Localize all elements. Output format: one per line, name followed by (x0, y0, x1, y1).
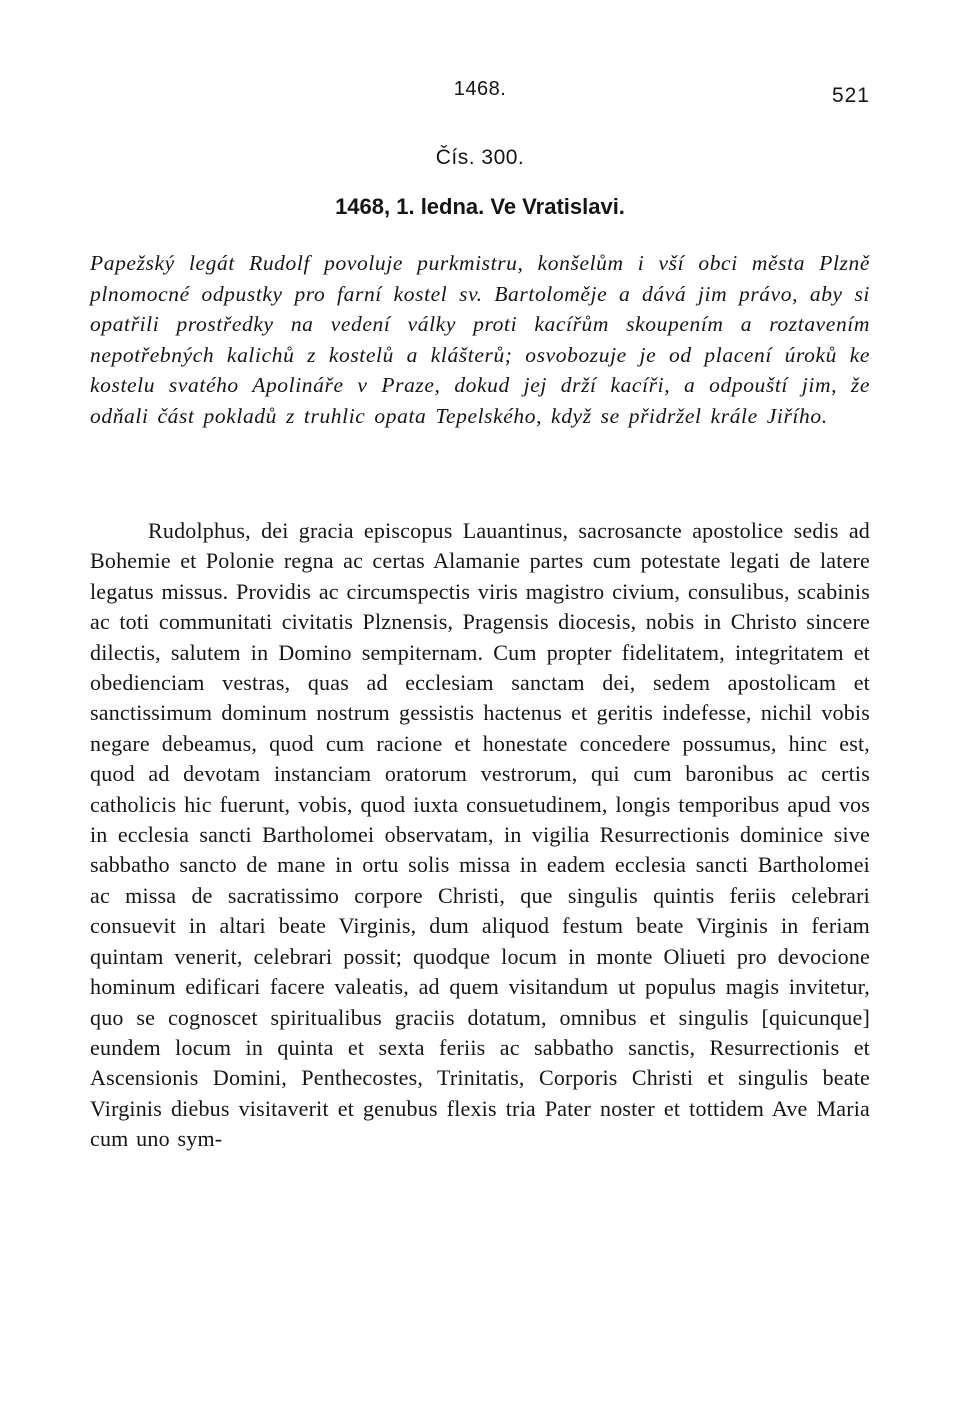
running-head-year: 1468. (453, 78, 507, 100)
date-place-heading: 1468, 1. ledna. Ve Vratislavi. (335, 194, 625, 219)
charter-text: Rudolphus, dei gracia episcopus Lauantinus, sacrosancte apostolice sedis ad Bohemie et Polonie regna ac certas Alamanie partes cum potestate legati de latere legatus missus. Providis ac circumspectis viris magistro civium, consulibus, scabinis ac toti communitati civitatis Plznensis, Pragensis diocesis, nobis in Christo sincere dilectis, salutem in Domino sempiternam. Cum propter fidelitatem, integritatem et obedienciam vestras, quas ad ecclesiam sanctam dei, sedem apostolicam et sanctissimum dominum nostrum gessistis hactenus et geritis indefesse, nichil vobis negare debeamus, quod cum racione et honestate concedere possumus, hinc est, quod ad devotam instanciam oratorum vestrorum, qui cum baronibus ac certis catholicis hic fuerunt, vobis, quod iuxta consuetudinem, longis temporibus apud vos in ecclesia sancti Bartholomei observatam, in vigilia Resurrectionis dominice sive sabbatho sancto de mane in ortu solis missa in eadem ecclesia sancti Bartholomei ac missa de sacratissimo corpore Christi, que singulis quintis feriis celebrari consuevit in altari beate Virginis, dum aliquod festum beate Virginis in feriam quintam venerit, celebrari possit; quodque locum in monte Olіueti pro devocione hominum edificari facere valeatis, ad quem visitandum ut populus magis invitetur, quo se cognoscet spiritualibus graciis dotatum, omnibus et singulis [quicunque] eundem locum in quinta et sexta feriis ac sabbatho sanctis, Resurrectionis et Ascensionis Domini, Penthecostes, Trinitatis, Corporis Christi et singulis beate Virginis diebus visitaverit et genubus flexis tria Pater noster et tottidem Ave Maria cum uno sym- (90, 518, 870, 1152)
regest-summary: Papežský legát Rudolf povoluje purkmistru, konšelům i vší obci města Plzně plnomocné odpustky pro farní kostel sv. Bartoloměje a dává jim právo, aby si opatřili prostředky na vedení války proti kacířům skoupením a roztavením nepotřebných kalichů z kostelů a klášterů; osvobozuje je od placení úroků ke kostelu svatého Apolináře v Praze, dokud jej drží kacíři, a odpouští jim, že odňali část pokladů z truhlic opata Tepelského, když se přidržel krále Jiřího. (90, 251, 870, 428)
page-number: 521 (831, 84, 870, 107)
document-number: Čís. 300. (435, 146, 525, 169)
running-head (90, 78, 870, 108)
